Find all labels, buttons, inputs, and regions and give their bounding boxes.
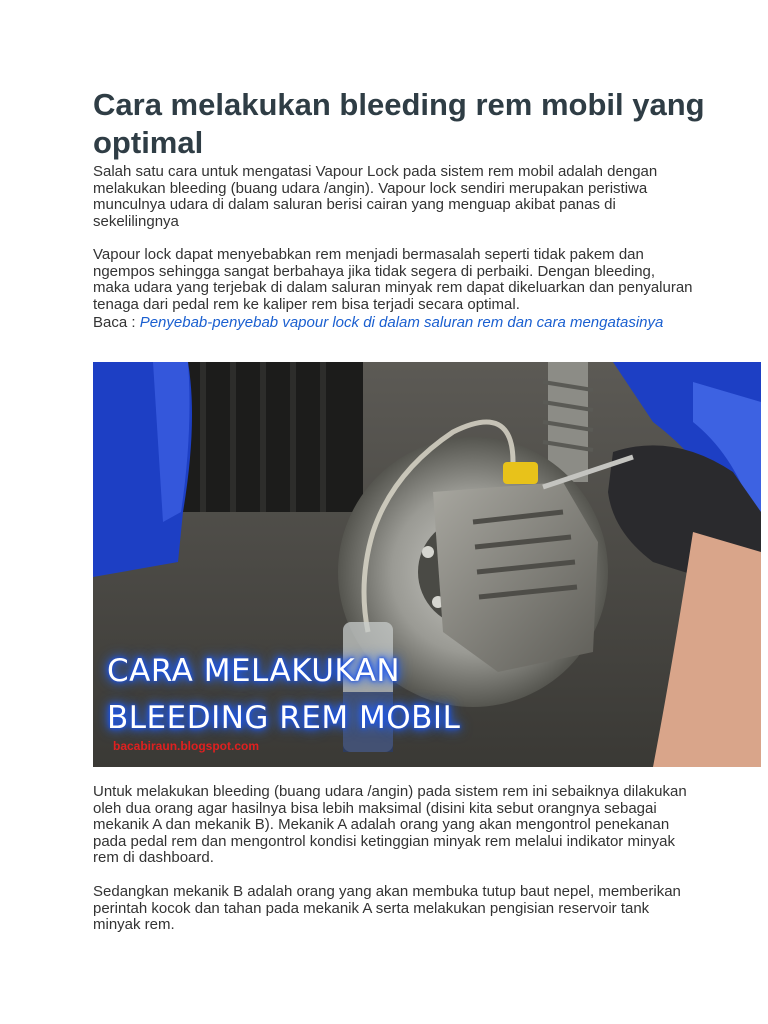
image-caption: [107, 648, 460, 742]
paragraph-3: Untuk melakukan bleeding (buang udara /angin) pada sistem rem ini sebaiknya dilakukan oleh dua orang agar hasilnya bisa lebih maksimal (disini kita sebut orangnya sebagai mekanik A dan mekanik B). Mekanik A adalah orang yang akan mengontrol penekanan pada pedal rem dan mengontrol kondisi ketinggian minyak rem melalui indikator minyak rem di dashboard.: [93, 783, 687, 867]
read-also-label: Baca :: [93, 314, 140, 331]
paragraph-4: Sedangkan mekanik B adalah orang yang akan membuka tutup baut nepel, memberikan perintah kocok dan tahan pada mekanik A serta melakukan pengisian reservoir tank minyak rem.: [93, 883, 681, 934]
article-title: Cara melakukan bleeding rem mobil yang optimal: [93, 87, 705, 160]
brake-bleeding-photo: [93, 362, 761, 767]
read-also-link[interactable]: Penyebab-penyebab vapour lock di dalam saluran rem dan cara mengatasinya: [139, 314, 664, 331]
image-caption-line-1: CARA MELAKUKAN: [107, 653, 401, 689]
image-watermark: bacabiraun.blogspot.com: [113, 739, 260, 753]
paragraph-2: Vapour lock dapat menyebabkan rem menjadi bermasalah seperti tidak pakem dan ngempos sehingga sangat berbahaya jika tidak segera di perbaiki. Dengan bleeding, maka udara yang terjebak di dalam saluran minyak rem dapat dikeluarkan dan penyaluran tenaga dari pedal rem ke kaliper rem bisa terjadi secara optimal.: [93, 246, 693, 313]
read-also-line: [93, 315, 693, 332]
image-caption-line-2: BLEEDING REM MOBIL: [107, 700, 461, 736]
paragraph-1: Salah satu cara untuk mengatasi Vapour Lock pada sistem rem mobil adalah dengan melakukan bleeding (buang udara /angin). Vapour lock sendiri merupakan peristiwa munculnya udara di dalam saluran berisi cairan yang menguap akibat panas di sekelilingnya: [93, 163, 658, 230]
